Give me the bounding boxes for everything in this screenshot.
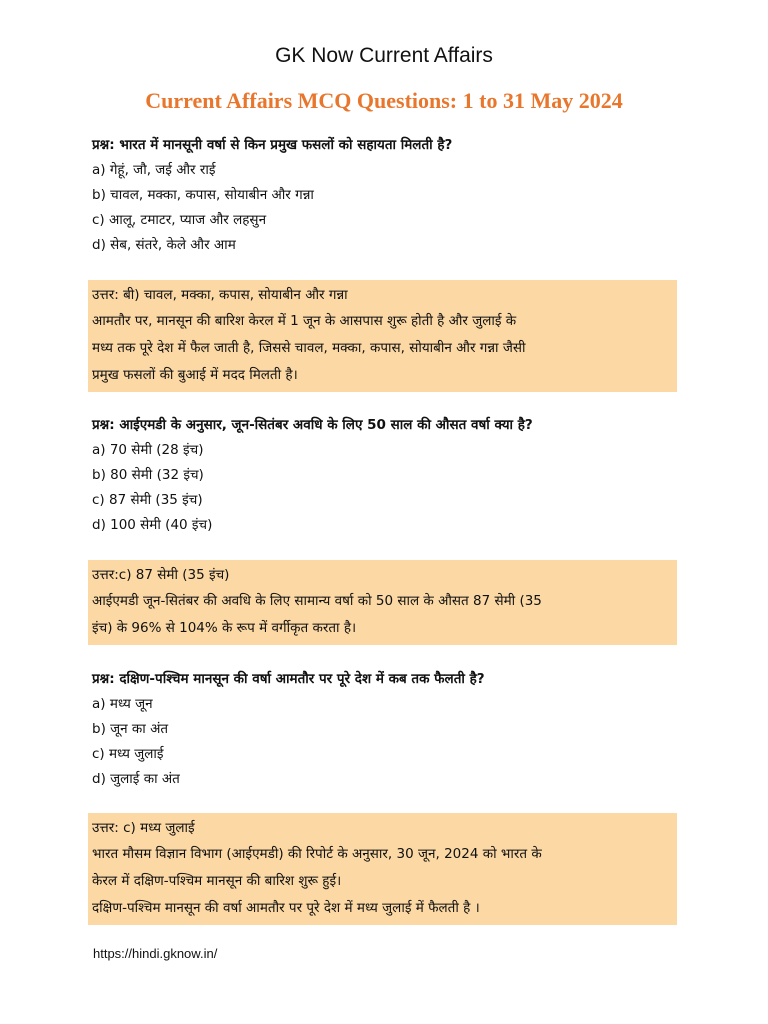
question-text: प्रश्न: दक्षिण-पश्चिम मानसून की वर्षा आमतौर पर पूरे देश में कब तक फैलती है? [92, 671, 485, 687]
site-title: GK Now Current Affairs [275, 44, 493, 67]
answer-box-2 [88, 560, 677, 645]
option-c: c) 87 सेमी (35 इंच) [92, 492, 203, 508]
explanation-line: केरल में दक्षिण-पश्चिम मानसून की बारिश शुरू हुई। [92, 873, 342, 889]
answer-box-1 [88, 280, 677, 392]
explanation-line: दक्षिण-पश्चिम मानसून की वर्षा आमतौर पर पूरे देश में मध्य जुलाई में फैलती है । [92, 900, 480, 916]
explanation-line: इंच) के 96% से 104% के रूप में वर्गीकृत करता है। [92, 620, 357, 636]
explanation-line: भारत मौसम विज्ञान विभाग (आईएमडी) की रिपोर्ट के अनुसार, 30 जून, 2024 को भारत के [92, 846, 542, 862]
explanation-line: आईएमडी जून-सितंबर की अवधि के लिए सामान्य वर्षा को 50 साल के औसत 87 सेमी (35 [92, 593, 542, 609]
question-block-1 [92, 133, 682, 258]
option-d: d) सेब, संतरे, केले और आम [92, 237, 236, 253]
explanation-line: आमतौर पर, मानसून की बारिश केरल में 1 जून के आसपास शुरू होती है और जुलाई के [92, 313, 517, 329]
option-b: b) 80 सेमी (32 इंच) [92, 467, 204, 483]
option-a: a) गेहूं, जौ, जई और राई [92, 162, 216, 178]
question-block-2 [92, 413, 682, 538]
question-text: प्रश्न: भारत में मानसूनी वर्षा से किन प्रमुख फसलों को सहायता मिलती है? [92, 137, 453, 153]
answer-text: उत्तर: बी) चावल, मक्का, कपास, सोयाबीन और गन्ना [92, 287, 348, 303]
option-b: b) चावल, मक्का, कपास, सोयाबीन और गन्ना [92, 187, 314, 203]
option-c: c) मध्य जुलाई [92, 746, 164, 762]
answer-text: उत्तर:c) 87 सेमी (35 इंच) [92, 567, 230, 583]
answer-text: उत्तर: c) मध्य जुलाई [92, 820, 195, 836]
option-a: a) मध्य जून [92, 696, 153, 712]
question-text: प्रश्न: आईएमडी के अनुसार, जून-सितंबर अवधि के लिए 50 साल की औसत वर्षा क्या है? [92, 417, 533, 433]
option-b: b) जून का अंत [92, 721, 169, 737]
explanation-line: प्रमुख फसलों की बुआई में मदद मिलती है। [92, 367, 298, 383]
option-d: d) 100 सेमी (40 इंच) [92, 517, 213, 533]
question-block-3 [92, 667, 682, 792]
explanation-line: मध्य तक पूरे देश में फैल जाती है, जिससे चावल, मक्का, कपास, सोयाबीन और गन्ना जैसी [92, 340, 526, 356]
document-title: Current Affairs MCQ Questions: 1 to 31 May 2024 [145, 88, 623, 113]
option-a: a) 70 सेमी (28 इंच) [92, 442, 204, 458]
option-c: c) आलू, टमाटर, प्याज और लहसुन [92, 212, 267, 228]
option-d: d) जुलाई का अंत [92, 771, 180, 787]
footer-url[interactable]: https://hindi.gknow.in/ [93, 946, 218, 961]
answer-box-3 [88, 813, 677, 925]
